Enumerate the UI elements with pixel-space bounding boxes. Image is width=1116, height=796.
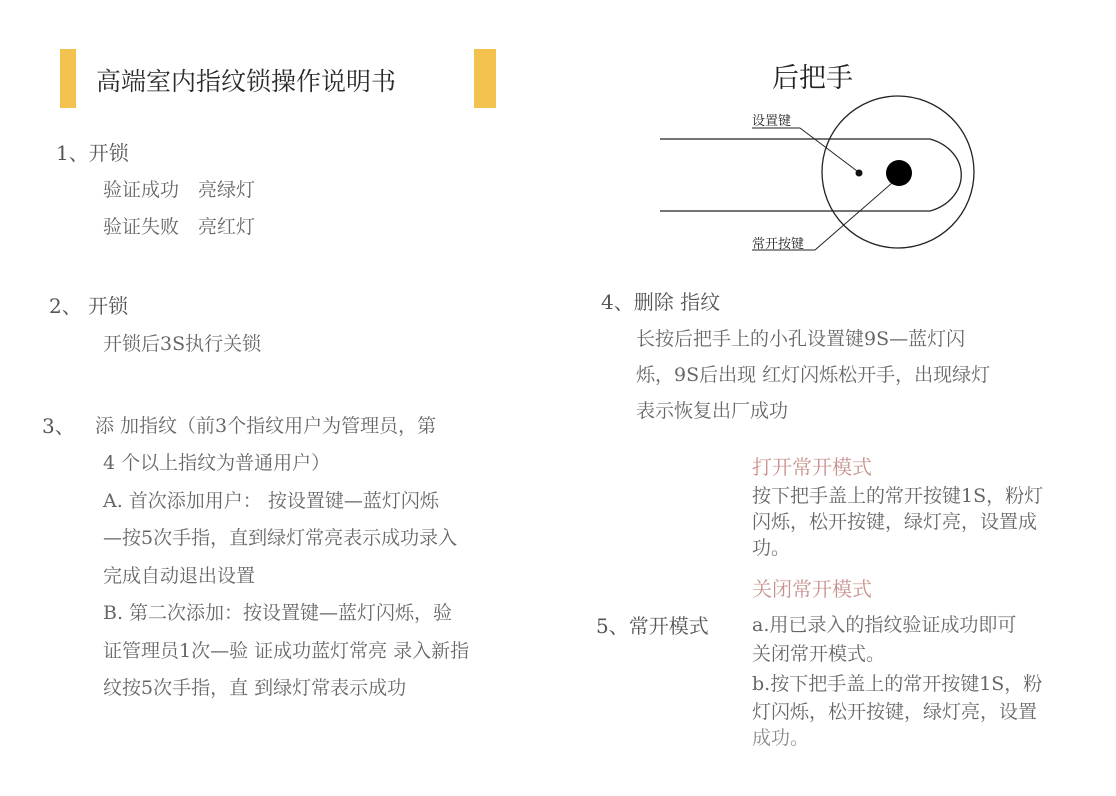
section-2-line: 开锁后3S执行关锁 [103,333,262,355]
section-3-line: 4 个以上指纹为普通用户） [103,452,331,474]
open-mode-title: 打开常开模式 [752,455,872,479]
section-5-heading: 5、常开模式 [596,614,709,638]
normal-open-button [886,160,912,186]
section-3-line: 完成自动退出设置 [103,565,256,587]
close-mode-line: 成功。 [752,727,810,749]
open-mode-line: 功。 [752,537,791,559]
section-3-line: 证管理员1次—验 证成功蓝灯常亮 录入新指 [103,640,470,662]
set-key-leader-line [800,128,857,171]
close-mode-title: 关闭常开模式 [752,577,872,601]
normal-open-key-label: 常开按键 [752,237,805,252]
section-3-line: 纹按5次手指，直 到绿灯常表示成功 [103,677,407,699]
normal-open-leader-line [815,183,892,250]
section-1-line: 验证失败 亮红灯 [103,216,256,238]
section-4-heading: 4、删除 指纹 [601,290,721,314]
diagram-title: 后把手 [772,63,853,94]
close-mode-line: 灯闪烁，松开按键，绿灯亮，设置 [752,701,1038,723]
section-3-line: 添 加指纹（前3个指纹用户为管理员，第 [95,415,437,437]
section-3-line: A. 首次添加用户： 按设置键—蓝灯闪烁 [103,490,439,512]
section-1-line: 验证成功 亮绿灯 [103,179,256,201]
section-4-line: 烁，9S后出现 红灯闪烁松开手，出现绿灯 [636,364,991,386]
section-2-heading: 2、 开锁 [49,294,129,318]
section-1-heading: 1、开锁 [56,141,129,165]
open-mode-line: 按下把手盖上的常开按键1S，粉灯 [752,485,1044,507]
open-mode-line: 闪烁，松开按键，绿灯亮，设置成 [752,511,1038,533]
set-key-label: 设置键 [752,114,792,129]
page-title: 高端室内指纹锁操作说明书 [96,67,397,96]
handle-lever-outline [660,139,961,211]
section-3-number: 3、 [42,414,75,438]
close-mode-line: a.用已录入的指纹验证成功即可 [752,614,1017,636]
section-4-line: 长按后把手上的小孔设置键9S—蓝灯闪 [636,328,966,350]
section-3-line: B. 第二次添加：按设置键—蓝灯闪烁，验 [103,602,453,624]
close-mode-line: 关闭常开模式。 [752,643,886,665]
close-mode-line: b.按下把手盖上的常开按键1S，粉 [752,673,1043,695]
section-3-line: —按5次手指，直到绿灯常亮表示成功录入 [103,527,458,549]
section-4-line: 表示恢复出厂成功 [636,400,789,422]
